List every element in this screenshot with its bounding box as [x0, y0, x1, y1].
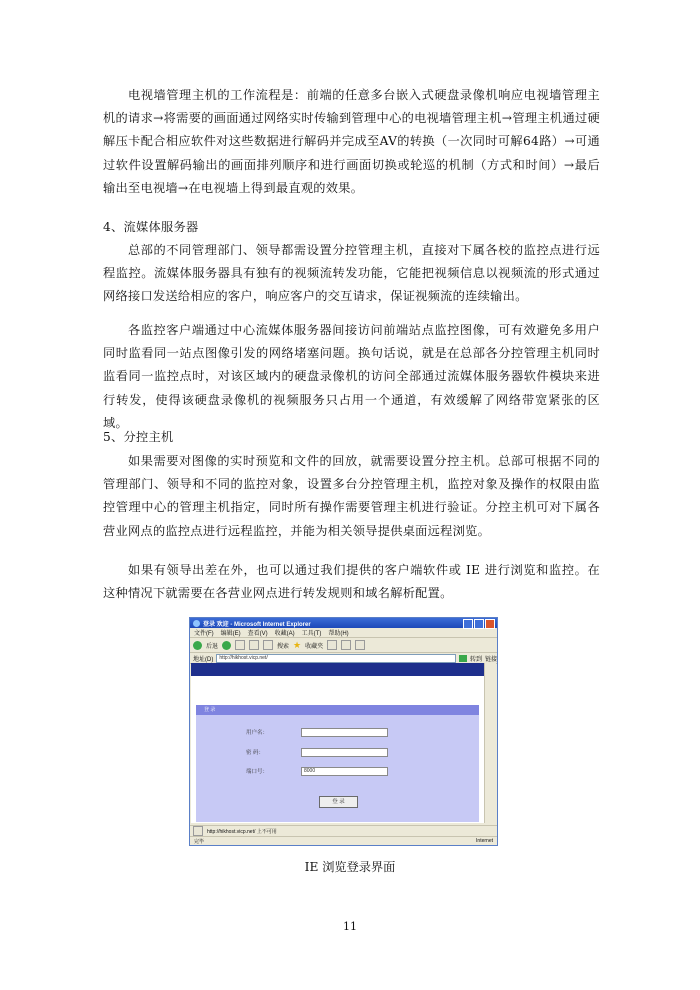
menu-tools: 工具(T) — [301, 631, 322, 637]
figure-caption: IE 浏览登录界面 — [304, 860, 396, 874]
links-label: 链接 — [484, 656, 497, 663]
ie-taskbar — [190, 825, 498, 836]
login-button: 登 录 — [319, 796, 358, 808]
address-label: 地址(D) — [193, 656, 214, 663]
go-icon — [459, 655, 467, 662]
window-controls — [463, 619, 495, 629]
menu-file: 文件(F) — [194, 631, 214, 637]
maximize-icon — [474, 619, 484, 629]
taskbar-icon — [193, 826, 203, 836]
favorites-label: 收藏夹 — [305, 643, 324, 650]
ie-login-screenshot — [189, 617, 498, 846]
taskbar-item-label: http://hikhost.vicp.net/ 上不可用 — [207, 828, 277, 835]
login-panel-header: 登 录 — [196, 705, 479, 715]
heading-sub-control-host: 5、分控主机 — [103, 430, 174, 444]
username-field — [301, 728, 388, 737]
paragraph-remote-access: 如果有领导出差在外，也可以通过我们提供的客户端软件或 IE 进行浏览和监控。在这种情况下就需要在各营业网点进行转发规则和域名解析配置。 — [103, 563, 600, 601]
site-banner — [191, 663, 484, 676]
ie-logo-icon — [193, 620, 200, 627]
password-field — [301, 748, 388, 757]
heading-streaming-server: 4、流媒体服务器 — [103, 220, 199, 234]
menu-help: 帮助(H) — [328, 631, 349, 637]
menu-favorites: 收藏(A) — [274, 631, 295, 637]
ie-title-bar — [190, 618, 497, 628]
favorites-icon: ★ — [293, 639, 302, 650]
back-label: 后退 — [206, 643, 219, 650]
mail-icon — [341, 640, 351, 650]
menu-view: 查看(V) — [247, 631, 268, 637]
page-number: 11 — [343, 920, 357, 933]
status-left: 完毕 — [194, 838, 205, 845]
go-label: 转到 — [469, 656, 482, 663]
ie-status-bar — [190, 836, 497, 845]
ie-page-content — [191, 663, 484, 823]
ie-toolbar — [190, 638, 497, 653]
stop-icon — [235, 640, 245, 650]
print-icon — [355, 640, 365, 650]
paragraph-monitor-clients: 各监控客户端通过中心流媒体服务器间接访问前端站点监控图像，可有效避免多用户同时监看同一站点图像引发的网络堵塞问题。换句话说，就是在总部各分控管理主机同时监看同一监控点时，对该区域内的硬盘录像机的访问全部通过流媒体服务器软件模块来进行转发，使得该硬盘录像机的视频服务只占用一个通道，有效缓解了网络带宽紧张的区域。 — [103, 323, 600, 430]
close-icon — [485, 619, 495, 629]
paragraph-sub-control-host: 如果需要对图像的实时预览和文件的回放，就需要设置分控主机。总部可根据不同的管理部门、领导和不同的监控对象，设置多台分控管理主机，监控对象及操作的权限由监控管理中心的管理主机指定，同时所有操作需要管理主机进行验证。分控主机可对下属各营业网点的监控点进行远程监控，并能为相关领导提供桌面远程浏览。 — [103, 454, 600, 538]
status-right: Internet — [476, 838, 493, 844]
back-icon — [193, 641, 202, 650]
media-icon — [327, 640, 337, 650]
login-panel — [196, 705, 479, 822]
address-input: http://hikhost.vicp.net/ — [216, 654, 456, 663]
password-label: 密 码： — [246, 750, 265, 756]
port-field: 8000 — [301, 767, 388, 776]
minimize-icon — [463, 619, 473, 629]
ie-scrollbar — [484, 663, 496, 823]
forward-icon — [222, 641, 231, 650]
port-label: 端口号： — [246, 769, 269, 775]
home-icon — [263, 640, 273, 650]
paragraph-tv-wall-workflow: 电视墙管理主机的工作流程是：前端的任意多台嵌入式硬盘录像机响应电视墙管理主机的请求→将需要的画面通过网络实时传输到管理中心的电视墙管理主机→管理主机通过硬解压卡配合相应软件对这些数据进行解码并完成至AV的转换（一次同时可解64路）→可通过软件设置解码输出的画面排列顺序和进行画面切换或轮巡的机制（方式和时间）→最后输出至电视墙→在电视墙上得到最直观的效果。 — [103, 88, 600, 195]
menu-edit: 编辑(E) — [220, 631, 241, 637]
ie-window-title: 登录 欢迎 - Microsoft Internet Explorer — [203, 621, 311, 628]
paragraph-streaming-server: 总部的不同管理部门、领导都需设置分控管理主机，直接对下属各校的监控点进行远程监控。流媒体服务器具有独有的视频流转发功能，它能把视频信息以视频流的形式通过网络接口发送给相应的客户，响应客户的交互请求，保证视频流的连续输出。 — [103, 243, 600, 304]
username-label: 用户名： — [246, 730, 269, 736]
refresh-icon — [249, 640, 259, 650]
search-label: 搜索 — [277, 643, 290, 650]
ie-menu-bar — [190, 628, 497, 638]
